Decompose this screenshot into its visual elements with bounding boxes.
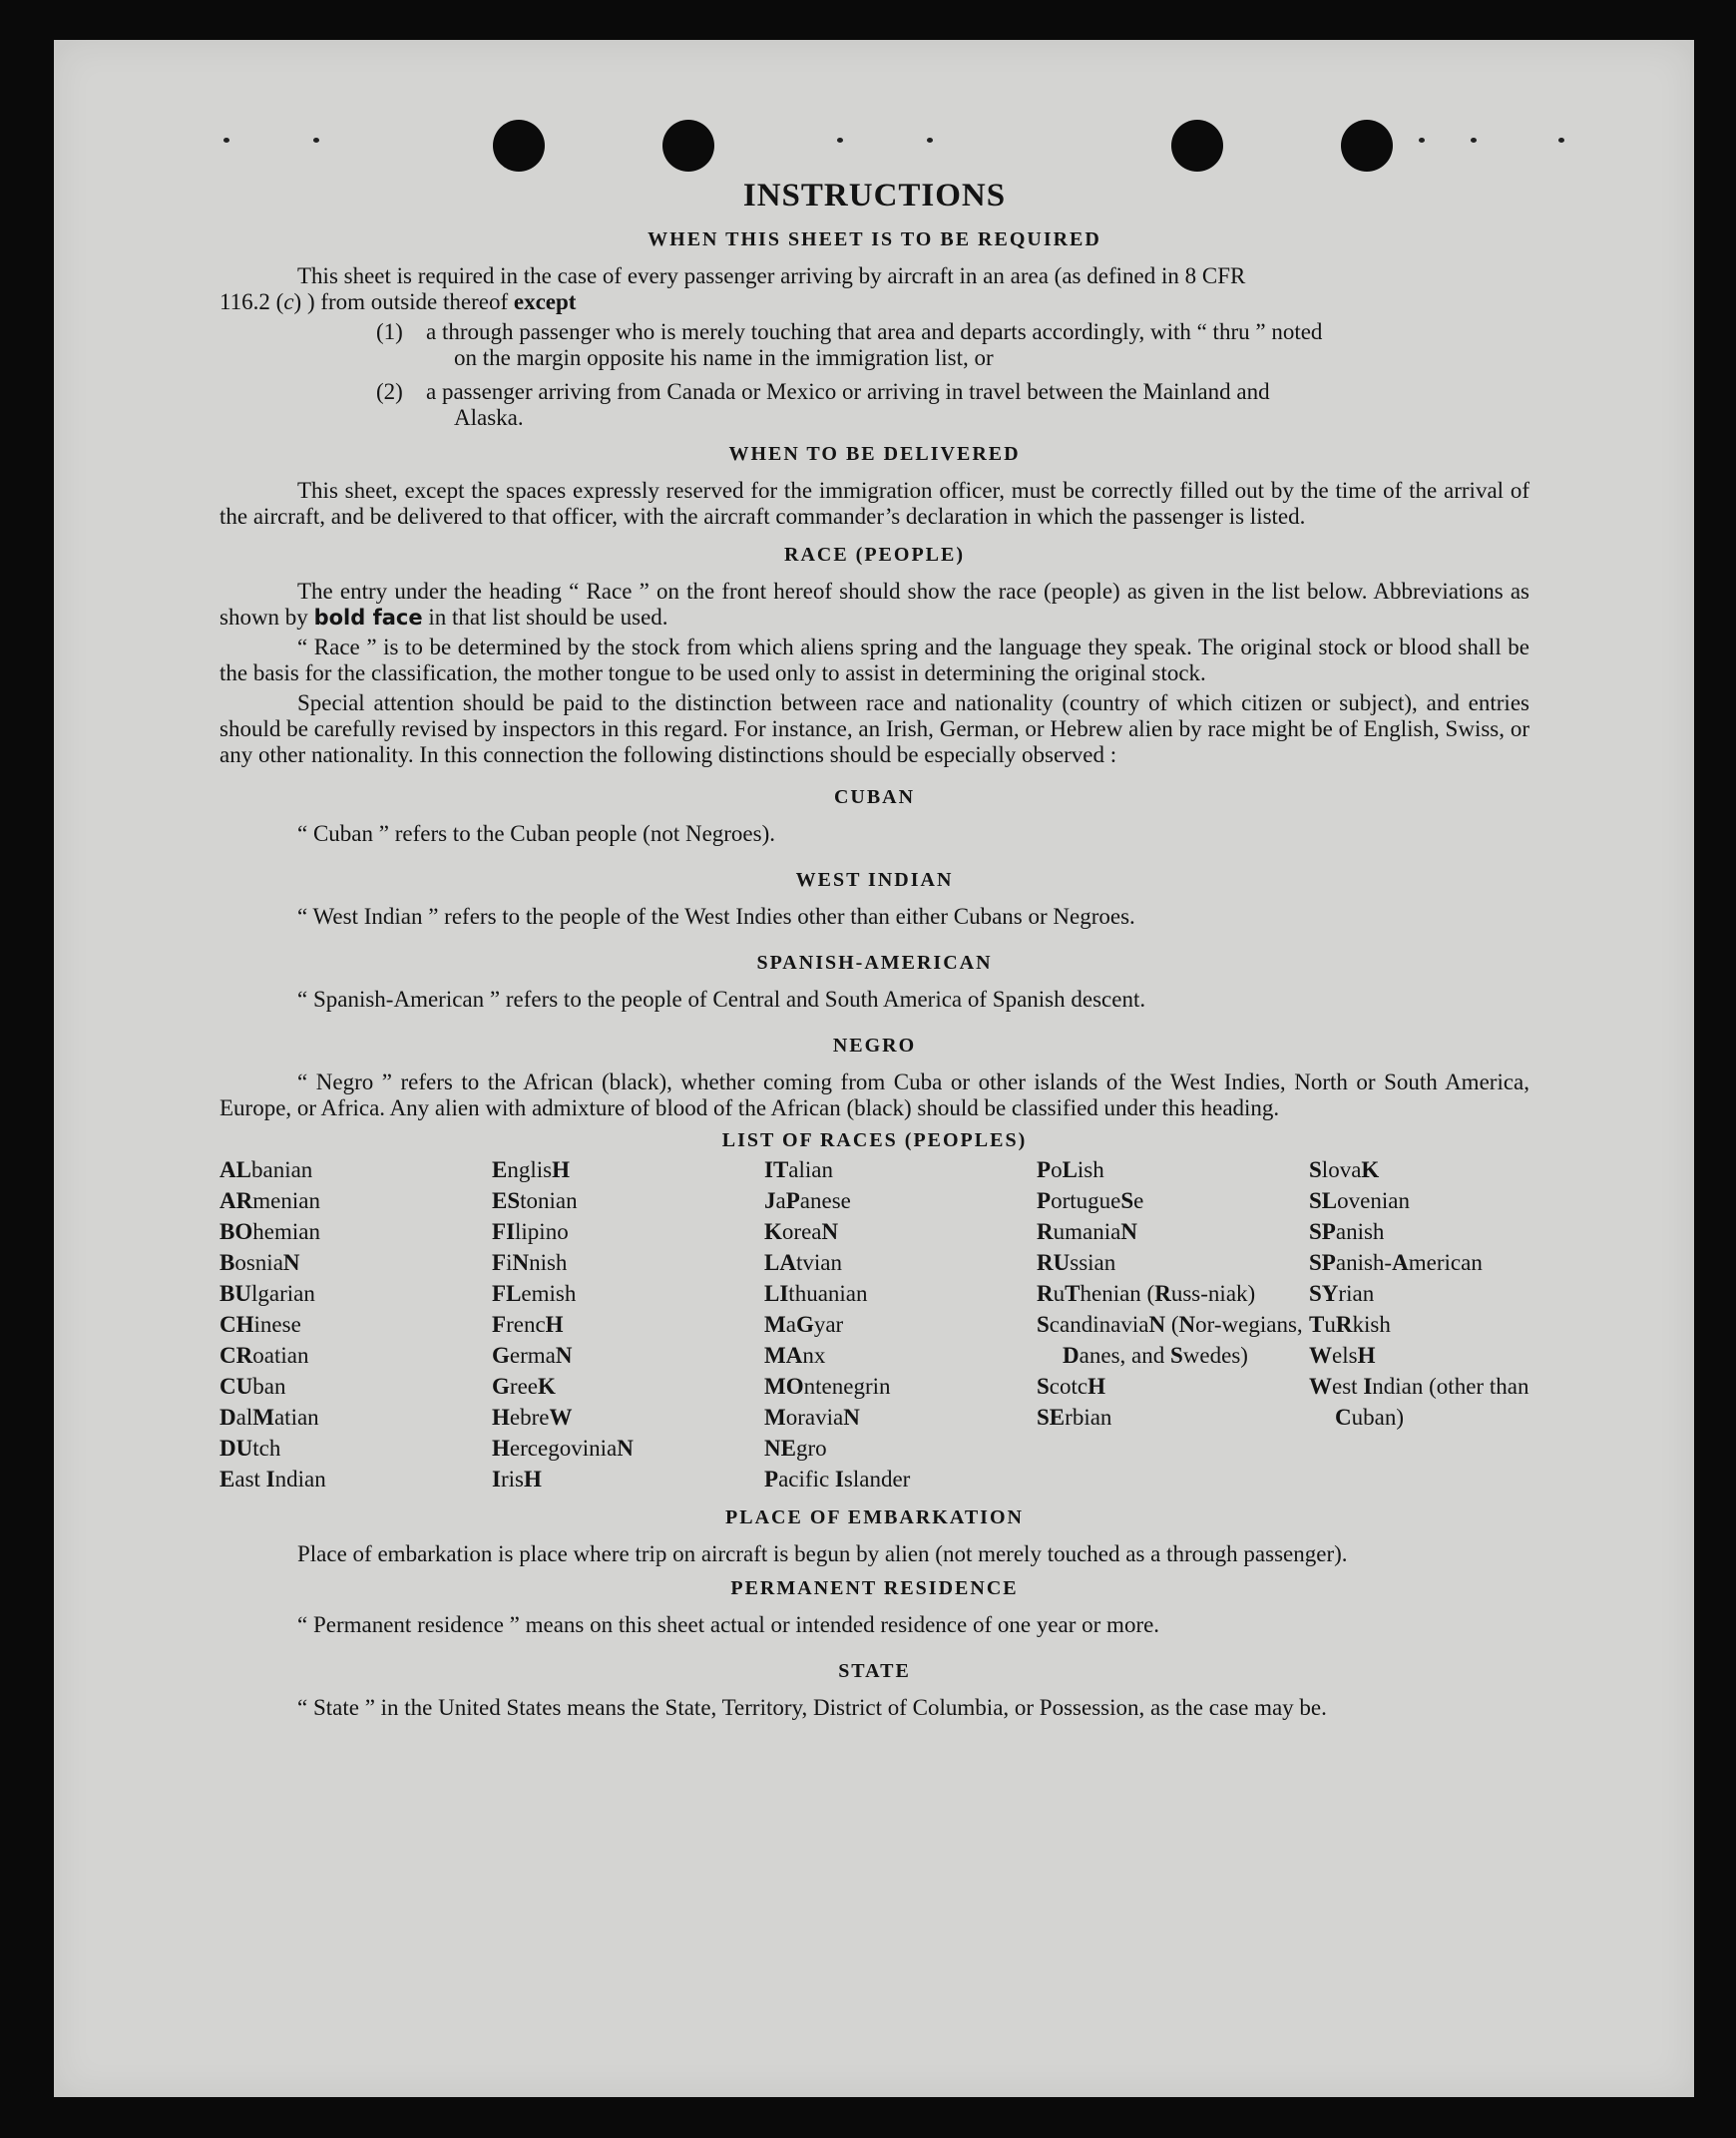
race-entry: LIthuanian bbox=[764, 1281, 868, 1306]
delivered-text: This sheet, except the spaces expressly reserved for the immigration officer, must be correctly filled out by the time of the arrival of the aircraft, and be delivered to that officer, with the aircraft commander’s declaration in which the passenger is listed. bbox=[219, 478, 1529, 529]
race-column-5 bbox=[1309, 1154, 1529, 1495]
race-entry: ScandinaviaN (Nor-wegians, Danes, and Swedes) bbox=[1037, 1312, 1303, 1368]
race-paragraph-3: Special attention should be paid to the distinction between race and nationality (country of which citizen or subject), and entries should be carefully revised by inspectors in this regard. For instance, an Irish, German, or Hebrew alien by race might be of English, Swiss, or any other nationality. In this connection the following distinctions should be especially observed : bbox=[219, 690, 1529, 767]
race-entry: DUtch bbox=[219, 1436, 281, 1461]
race-column-3 bbox=[764, 1154, 1037, 1495]
race-paragraph-1 bbox=[219, 579, 1529, 631]
race-entry: ALbanian bbox=[219, 1157, 313, 1182]
race-entry: PoLish bbox=[1037, 1157, 1104, 1182]
section-heading-state: STATE bbox=[838, 1660, 911, 1682]
speck bbox=[1558, 138, 1564, 143]
speck bbox=[223, 138, 229, 143]
race-entry: HebreW bbox=[492, 1405, 573, 1430]
item-text-line: Alaska. bbox=[454, 405, 524, 430]
race-entry: West Indian (other than Cuban) bbox=[1309, 1374, 1529, 1430]
punch-hole bbox=[493, 120, 545, 172]
residence-text: “ Permanent residence ” means on this sheet actual or intended residence of one year or more. bbox=[297, 1612, 1160, 1637]
punch-hole bbox=[1341, 120, 1393, 172]
race-entry: SPanish-American bbox=[1309, 1250, 1483, 1275]
race-column-2 bbox=[492, 1154, 764, 1495]
race-entry: FLemish bbox=[492, 1281, 577, 1306]
section-heading-cuban: CUBAN bbox=[833, 786, 916, 808]
required-intro bbox=[219, 263, 1529, 289]
race-p1-text-end: in that list should be used. bbox=[422, 605, 668, 630]
state-text: “ State ” in the United States means the State, Territory, District of Columbia, or Possession, as the case may be. bbox=[297, 1695, 1327, 1720]
item-text-line: a through passenger who is merely touching that area and departs accordingly, with “ thru ” noted bbox=[426, 319, 1323, 344]
race-entry: SErbian bbox=[1037, 1405, 1112, 1430]
race-entry: CHinese bbox=[219, 1312, 301, 1337]
race-entry: GreeK bbox=[492, 1374, 556, 1399]
speck bbox=[1419, 138, 1425, 143]
race-entry: EStonian bbox=[492, 1188, 578, 1213]
section-heading-spanish-american: SPANISH-AMERICAN bbox=[756, 952, 993, 974]
exception-item-1 bbox=[376, 319, 1529, 371]
item-text bbox=[426, 379, 1529, 431]
race-entry: HercegoviniaN bbox=[492, 1436, 634, 1461]
spanish-american-text: “ Spanish-American ” refers to the people of Central and South America of Spanish descent. bbox=[297, 987, 1146, 1012]
section-heading-residence: PERMANENT RESIDENCE bbox=[730, 1577, 1019, 1599]
cfr-ref-b: ) ) from outside thereof bbox=[293, 289, 514, 314]
required-intro-line1: This sheet is required in the case of every passenger arriving by aircraft in an area (as defined in 8 CFR bbox=[297, 263, 1246, 288]
embarkation-text: Place of embarkation is place where trip on aircraft is begun by alien (not merely touched as a through passenger). bbox=[297, 1541, 1348, 1566]
section-heading-west-indian: WEST INDIAN bbox=[795, 869, 954, 891]
speck bbox=[837, 138, 843, 143]
section-heading-delivered: WHEN TO BE DELIVERED bbox=[728, 443, 1021, 465]
speck bbox=[927, 138, 933, 143]
item-number: (1) bbox=[376, 319, 403, 344]
race-entry: MOntenegrin bbox=[764, 1374, 891, 1399]
negro-text: “ Negro ” refers to the African (black), whether coming from Cuba or other islands of the West Indies, North or South America, Europe, or Africa. Any alien with admixture of blood of the African (black) should be classified under this heading. bbox=[219, 1069, 1529, 1120]
section-heading-negro: NEGRO bbox=[832, 1035, 917, 1057]
race-entry: BosniaN bbox=[219, 1250, 300, 1275]
race-entry: SLovenian bbox=[1309, 1188, 1410, 1213]
item-number: (2) bbox=[376, 379, 403, 404]
race-entry: ScotcH bbox=[1037, 1374, 1106, 1399]
race-entry: LAtvian bbox=[764, 1250, 842, 1275]
race-entry: DalMatian bbox=[219, 1405, 319, 1430]
race-entry: MAnx bbox=[764, 1343, 826, 1368]
race-entry: BOhemian bbox=[219, 1219, 320, 1244]
race-entry: RumaniaN bbox=[1037, 1219, 1137, 1244]
race-entry: JaPanese bbox=[764, 1188, 851, 1213]
race-entry: MaGyar bbox=[764, 1312, 844, 1337]
race-entry: BUlgarian bbox=[219, 1281, 315, 1306]
section-heading-embarkation: PLACE OF EMBARKATION bbox=[725, 1506, 1024, 1528]
race-entry: FiNnish bbox=[492, 1250, 568, 1275]
race-entry: WelsH bbox=[1309, 1343, 1376, 1368]
race-list bbox=[219, 1154, 1529, 1495]
item-text-line: a passenger arriving from Canada or Mexico or arriving in travel between the Mainland and bbox=[426, 379, 1270, 404]
race-entry: SYrian bbox=[1309, 1281, 1375, 1306]
cfr-ref-c: c bbox=[283, 289, 294, 314]
race-entry: EnglisH bbox=[492, 1157, 570, 1182]
west-indian-text: “ West Indian ” refers to the people of the West Indies other than either Cubans or Negroes. bbox=[297, 904, 1135, 929]
race-entry: CRoatian bbox=[219, 1343, 309, 1368]
item-text-line: on the margin opposite his name in the immigration list, or bbox=[454, 345, 994, 370]
race-entry: KoreaN bbox=[764, 1219, 839, 1244]
race-p1-text: The entry under the heading “ Race ” on the front hereof should show the race (people) as given in the list below. Abbreviations as shown by bbox=[219, 579, 1529, 630]
speck bbox=[313, 138, 319, 143]
except-word: except bbox=[513, 289, 577, 314]
race-entry: ARmenian bbox=[219, 1188, 320, 1213]
punch-hole bbox=[662, 120, 714, 172]
race-entry: NEgro bbox=[764, 1436, 827, 1461]
race-paragraph-2: “ Race ” is to be determined by the stock from which aliens spring and the language they speak. The original stock or blood shall be the basis for the classification, the mother tongue to be used only to assist in determining the original stock. bbox=[219, 635, 1529, 685]
race-entry: IrisH bbox=[492, 1467, 542, 1492]
instructions-content bbox=[219, 178, 1529, 1721]
required-intro-line2 bbox=[219, 289, 1529, 315]
race-entry: SPanish bbox=[1309, 1219, 1385, 1244]
race-entry: GermaN bbox=[492, 1343, 573, 1368]
race-entry: FIlipino bbox=[492, 1219, 569, 1244]
section-heading-race: RACE (PEOPLE) bbox=[784, 544, 965, 566]
race-entry: SlovaK bbox=[1309, 1157, 1380, 1182]
punch-hole bbox=[1171, 120, 1223, 172]
race-entry: PortugueSe bbox=[1037, 1188, 1144, 1213]
race-entry: RuThenian (Russ-niak) bbox=[1037, 1281, 1256, 1306]
race-entry: CUban bbox=[219, 1374, 286, 1399]
exception-item-2 bbox=[376, 379, 1529, 431]
race-entry: East Indian bbox=[219, 1467, 326, 1492]
page-title: INSTRUCTIONS bbox=[742, 178, 1007, 214]
cfr-ref-a: 116.2 ( bbox=[219, 289, 284, 314]
section-heading-required: WHEN THIS SHEET IS TO BE REQUIRED bbox=[648, 228, 1101, 250]
race-entry: Pacific Islander bbox=[764, 1467, 911, 1492]
race-entry: MoraviaN bbox=[764, 1405, 860, 1430]
race-entry: TuRkish bbox=[1309, 1312, 1391, 1337]
race-column-1 bbox=[219, 1154, 492, 1495]
section-heading-race-list: LIST OF RACES (PEOPLES) bbox=[721, 1129, 1028, 1151]
race-column-4 bbox=[1037, 1154, 1309, 1495]
item-text bbox=[426, 319, 1529, 371]
speck bbox=[1471, 138, 1477, 143]
race-entry: FrencH bbox=[492, 1312, 564, 1337]
race-entry: ITalian bbox=[764, 1157, 834, 1182]
race-entry: RUssian bbox=[1037, 1250, 1116, 1275]
cuban-text: “ Cuban ” refers to the Cuban people (not Negroes). bbox=[297, 821, 776, 846]
bold-face-word: bold face bbox=[313, 606, 423, 630]
